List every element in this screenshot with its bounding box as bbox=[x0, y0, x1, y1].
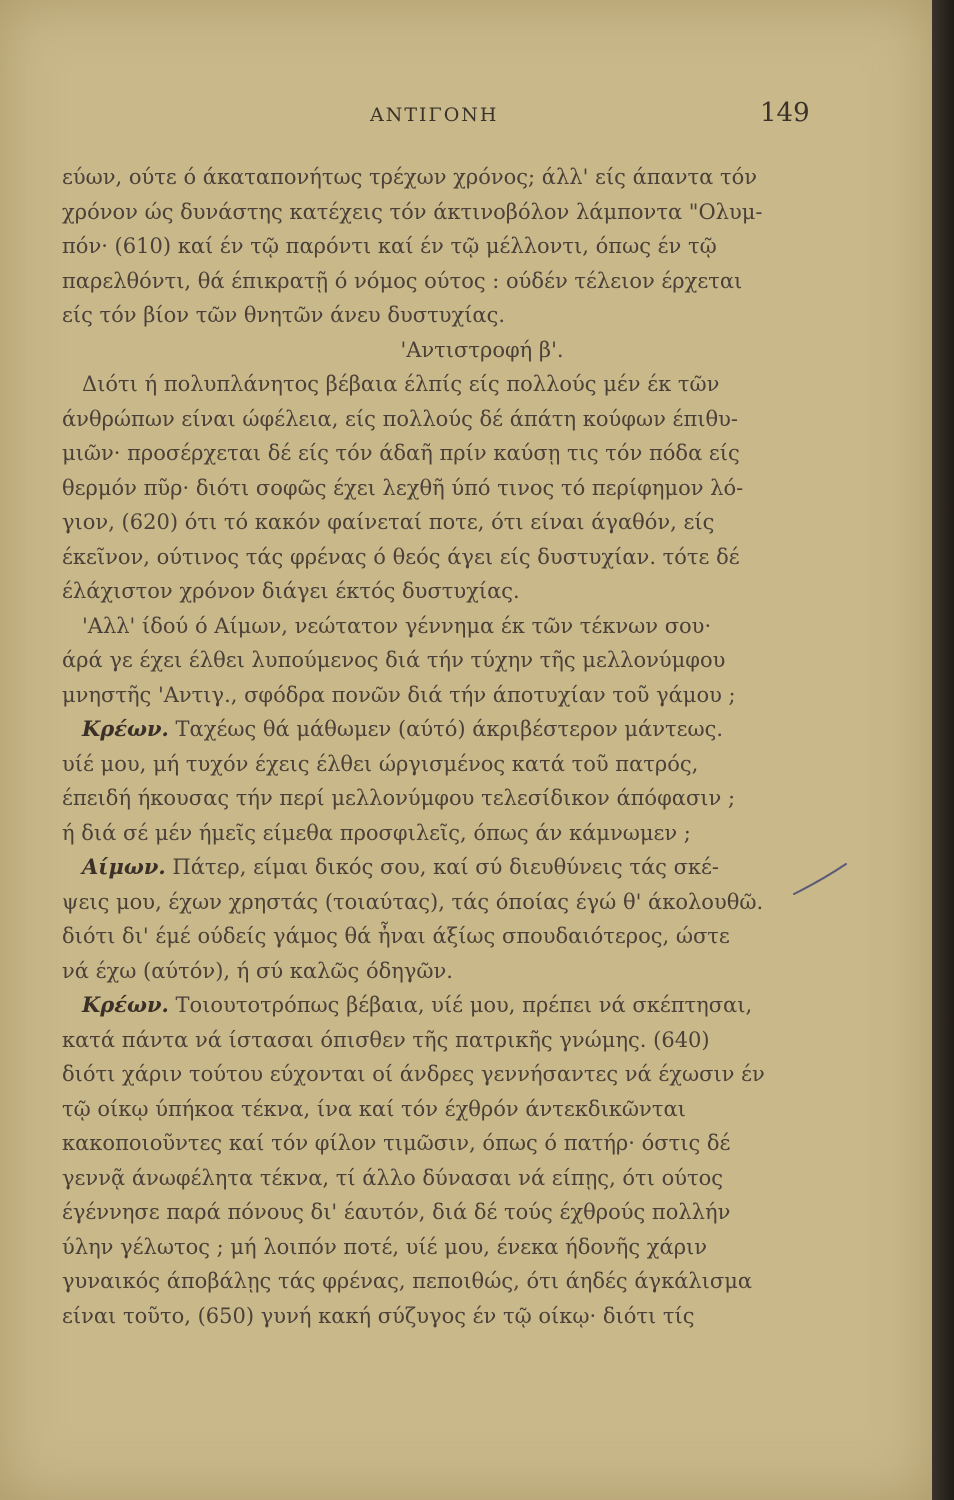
speaker-name: Αίμων. bbox=[82, 854, 166, 879]
line-text: Ταχέως θά μάθωμεν (αύτό) άκριβέστερον μάντεως. bbox=[168, 717, 724, 741]
line-text: Τοιουτοτρόπως βέβαια, υίέ μου, πρέπει νά σκέπτησαι, bbox=[168, 993, 753, 1017]
text-line bbox=[62, 678, 822, 713]
speaker-name: Κρέων. bbox=[82, 992, 169, 1017]
line-text: διότι χάριν τούτου εύχονται οί άνδρες γεννήσαντες νά έχωσιν έν bbox=[62, 1062, 765, 1086]
line-text: εύων, ούτε ό άκαταπονήτως τρέχων χρόνος; άλλ' είς άπαντα τόν bbox=[62, 165, 758, 189]
text-line bbox=[62, 954, 822, 989]
line-text: 'Αλλ' ίδού ό Αίμων, νεώτατον γέννημα έκ τῶν τέκνων σου· bbox=[82, 613, 712, 638]
line-text: Πάτερ, είμαι δικός σου, καί σύ διευθύνεις τάς σκέ- bbox=[165, 855, 720, 879]
line-text: έκεῖνον, ούτινος τάς φρένας ό θεός άγει είς δυστυχίαν. τότε δέ bbox=[62, 544, 740, 569]
text-line bbox=[62, 1161, 822, 1196]
line-text: διότι δι' έμέ ούδείς γάμος θά ἦναι άξίως σπουδαιότερος, ώστε bbox=[62, 924, 730, 948]
text-line bbox=[62, 1195, 822, 1230]
text-line bbox=[62, 402, 822, 437]
page-header bbox=[0, 98, 932, 138]
text-line bbox=[62, 436, 822, 471]
line-text: ύλην γέλωτος ; μή λοιπόν ποτέ, υίέ μου, ένεκα ήδονῆς χάριν bbox=[62, 1234, 708, 1259]
text-line bbox=[62, 1230, 822, 1265]
text-line bbox=[62, 850, 822, 885]
text-line bbox=[62, 574, 822, 609]
line-text: γιον, (620) ότι τό κακόν φαίνεταί ποτε, ότι είναι άγαθόν, είς bbox=[62, 510, 715, 534]
text-line bbox=[62, 1126, 822, 1161]
running-title: ΑΝΤΙΓΟΝΗ bbox=[370, 104, 499, 126]
line-text: άνθρώπων είναι ώφέλεια, είς πολλούς δέ άπάτη κούφων έπιθυ- bbox=[62, 406, 738, 431]
text-line bbox=[62, 1023, 822, 1058]
pencil-annotation-mark bbox=[790, 860, 850, 900]
text-line bbox=[62, 1057, 822, 1092]
speaker-name: Κρέων. bbox=[82, 716, 169, 741]
text-line bbox=[62, 367, 822, 402]
line-text: τῷ οίκῳ ύπήκοα τέκνα, ίνα καί τόν έχθρόν άντεκδικῶνται bbox=[62, 1096, 686, 1121]
page-edge-shadow bbox=[932, 0, 954, 1500]
line-text: γεννᾷ άνωφέλητα τέκνα, τί άλλο δύνασαι νά είπῃς, ότι ούτος bbox=[62, 1165, 724, 1190]
line-text: έλάχιστον χρόνον διάγει έκτός δυστυχίας. bbox=[62, 579, 520, 603]
line-text: κακοποιοῦντες καί τόν φίλον τιμῶσιν, όπως ό πατήρ· όστις δέ bbox=[62, 1131, 731, 1155]
text-line bbox=[62, 643, 822, 678]
line-text: υίέ μου, μή τυχόν έχεις έλθει ώργισμένος κατά τοῦ πατρός, bbox=[62, 751, 699, 776]
text-line bbox=[62, 195, 822, 230]
text-line bbox=[62, 1092, 822, 1127]
text-line bbox=[62, 471, 822, 506]
line-text: ψεις μου, έχων χρηστάς (τοιαύτας), τάς όποίας έγώ θ' άκολουθῶ. bbox=[62, 889, 764, 914]
text-line bbox=[62, 540, 822, 575]
text-line bbox=[62, 229, 822, 264]
line-text: γυναικός άποβάλῃς τάς φρένας, πεποιθώς, ότι άηδές άγκάλισμα bbox=[62, 1269, 753, 1293]
line-text: κατά πάντα νά ίστασαι όπισθεν τῆς πατρικῆς γνώμης. (640) bbox=[62, 1027, 710, 1052]
text-line bbox=[62, 885, 822, 920]
text-line bbox=[62, 160, 822, 195]
line-text: νά έχω (αύτόν), ή σύ καλῶς όδηγῶν. bbox=[62, 958, 453, 983]
line-text: άρά γε έχει έλθει λυπούμενος διά τήν τύχην τῆς μελλονύμφου bbox=[62, 648, 726, 672]
line-text: ή διά σέ μέν ήμεῖς είμεθα προσφιλεῖς, όπως άν κάμνωμεν ; bbox=[62, 820, 691, 845]
text-line bbox=[62, 1264, 822, 1299]
text-block bbox=[62, 160, 822, 1333]
text-line bbox=[62, 1299, 822, 1334]
line-text: έπειδή ήκουσας τήν περί μελλονύμφου τελεσίδικον άπόφασιν ; bbox=[62, 786, 736, 810]
line-text: πόν· (610) καί έν τῷ παρόντι καί έν τῷ μέλλοντι, όπως έν τῷ bbox=[62, 234, 717, 258]
text-line bbox=[62, 609, 822, 644]
line-text: χρόνον ώς δυνάστης κατέχεις τόν άκτινοβόλον λάμποντα "Ολυμ- bbox=[62, 199, 763, 224]
text-line bbox=[62, 333, 822, 368]
text-line bbox=[62, 505, 822, 540]
line-text: είς τόν βίον τῶν θνητῶν άνευ δυστυχίας. bbox=[62, 303, 506, 327]
text-line bbox=[62, 919, 822, 954]
line-text: μνηστῆς 'Αντιγ., σφόδρα πονῶν διά τήν άποτυχίαν τοῦ γάμου ; bbox=[62, 682, 736, 707]
text-line bbox=[62, 816, 822, 851]
line-text: παρελθόντι, θά έπικρατῇ ό νόμος ούτος : ούδέν τέλειον έρχεται bbox=[62, 268, 743, 293]
line-text: είναι τοῦτο, (650) γυνή κακή σύζυγος έν τῷ οίκῳ· διότι τίς bbox=[62, 1303, 695, 1328]
line-text: μιῶν· προσέρχεται δέ είς τόν άδαῆ πρίν καύσῃ τις τόν πόδα είς bbox=[62, 441, 740, 465]
page-number: 149 bbox=[760, 98, 810, 128]
line-text: 'Αντιστροφή β'. bbox=[400, 337, 564, 362]
line-text: Διότι ή πολυπλάνητος βέβαια έλπίς είς πολλούς μέν έκ τῶν bbox=[82, 372, 720, 396]
text-line bbox=[62, 988, 822, 1023]
text-line bbox=[62, 712, 822, 747]
text-line bbox=[62, 781, 822, 816]
text-line bbox=[62, 298, 822, 333]
line-text: έγέννησε παρά πόνους δι' έαυτόν, διά δέ τούς έχθρούς πολλήν bbox=[62, 1200, 731, 1224]
text-line bbox=[62, 264, 822, 299]
text-line bbox=[62, 747, 822, 782]
line-text: θερμόν πῦρ· διότι σοφῶς έχει λεχθῆ ύπό τινος τό περίφημον λό- bbox=[62, 475, 744, 500]
